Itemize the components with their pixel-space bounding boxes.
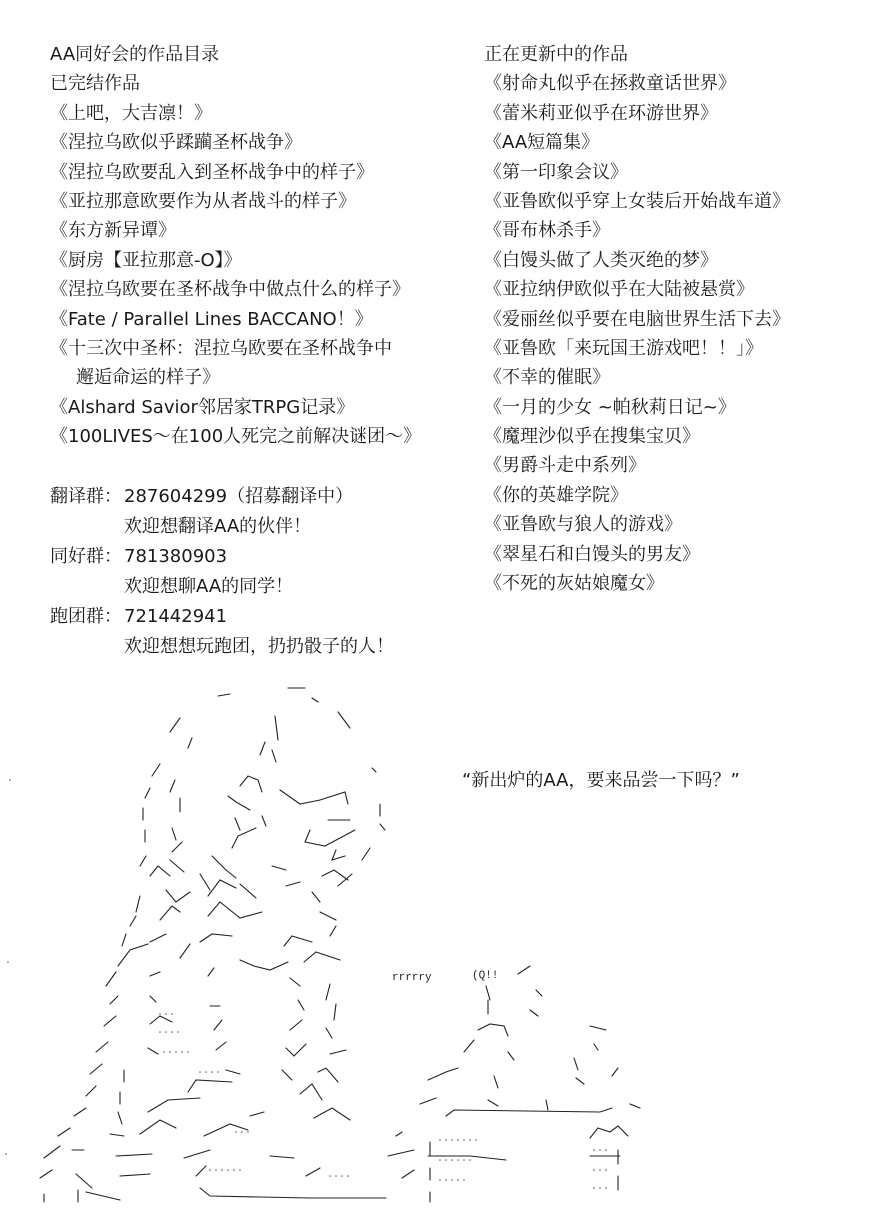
trpg-group-note: 欢迎想想玩跑团，扔扔骰子的人！ (124, 636, 394, 657)
work-item: 《翠星石和白馒头的男友》 (484, 543, 700, 565)
art-prop-label: rrrrry (392, 972, 432, 984)
completed-works-column (50, 40, 470, 451)
work-item: 《东方新异谭》 (50, 220, 176, 242)
work-item: 《亚鲁欧似乎穿上女装后开始战车道》 (484, 190, 790, 212)
group-info (50, 482, 394, 662)
work-item: 《哥布林杀手》 (484, 220, 610, 242)
work-item: 《射命丸似乎在拯救童话世界》 (484, 73, 736, 95)
translation-group-label: 翻译群： (50, 486, 122, 507)
completed-heading: 已完结作品 (50, 73, 140, 95)
catalog-title: AA同好会的作品目录 (50, 44, 220, 65)
art-prop-label: (Q!! (472, 970, 499, 982)
work-item: 《AA短篇集》 (484, 132, 600, 154)
translation-group-number: 287604299（招募翻译中） (124, 486, 354, 507)
work-item: 《男爵斗走中系列》 (484, 455, 646, 477)
work-item: 《亚鲁欧与狼人的游戏》 (484, 514, 682, 536)
trpg-group-number: 721442941 (124, 606, 228, 627)
work-item: 《Fate / Parallel Lines BACCANO！》 (50, 308, 373, 330)
ongoing-heading: 正在更新中的作品 (484, 44, 628, 65)
work-item: 《亚拉那意欧要作为从者战斗的样子》 (50, 190, 356, 212)
work-item: 《100LIVES～在100人死完之前解决谜团～》 (50, 426, 422, 448)
art-labels (392, 970, 498, 984)
work-item: 《涅拉乌欧要在圣杯战争中做点什么的样子》 (50, 279, 410, 301)
work-item: 《蕾米莉亚似乎在环游世界》 (484, 102, 718, 124)
character-linework (40, 688, 430, 1202)
ascii-art-illustration (0, 680, 896, 1219)
fan-group-note: 欢迎想聊AA的同学！ (124, 576, 294, 597)
fan-group-number: 781380903 (124, 546, 228, 567)
ongoing-works-column (484, 40, 884, 598)
work-item-continued: 邂逅命运的样子》 (76, 367, 220, 389)
work-item: 《十三次中圣杯：涅拉乌欧要在圣杯战争中 (50, 337, 392, 359)
work-item: 《涅拉乌欧要乱入到圣杯战争中的样子》 (50, 161, 374, 183)
trpg-group (50, 602, 394, 632)
work-item: 《爱丽丝似乎要在电脑世界生活下去》 (484, 308, 790, 330)
work-item: 《不死的灰姑娘魔女》 (484, 573, 664, 595)
work-item: 《亚鲁欧「来玩国王游戏吧！！」》 (484, 337, 763, 359)
work-item: 《涅拉乌欧似乎蹂躏圣杯战争》 (50, 132, 302, 154)
work-item: 《厨房【亚拉那意-O】》 (50, 249, 242, 271)
fan-group-label: 同好群： (50, 546, 122, 567)
work-item: 《不幸的催眠》 (484, 367, 610, 389)
work-item: 《白馒头做了人类灭绝的梦》 (484, 249, 718, 271)
translation-group (50, 482, 394, 512)
work-item: 《亚拉纳伊欧似乎在大陆被悬赏》 (484, 279, 754, 301)
work-item: 《你的英雄学院》 (484, 484, 628, 506)
work-item: 《一月的少女 ~帕秋莉日记~》 (484, 396, 736, 418)
trpg-group-label: 跑团群： (50, 606, 122, 627)
creature-linework (420, 966, 640, 1190)
work-item: 《Alshard Savior邻居家TRPG记录》 (50, 396, 355, 418)
fan-group (50, 542, 394, 572)
translation-group-note: 欢迎想翻译AA的伙伴！ (124, 516, 312, 537)
work-item: 《第一印象会议》 (484, 161, 628, 183)
work-item: 《上吧，大吉凛！》 (50, 102, 212, 124)
speech-line: “新出炉的AA，要来品尝一下吗？” (462, 770, 740, 791)
work-item: 《魔理沙似乎在搜集宝贝》 (484, 426, 700, 448)
